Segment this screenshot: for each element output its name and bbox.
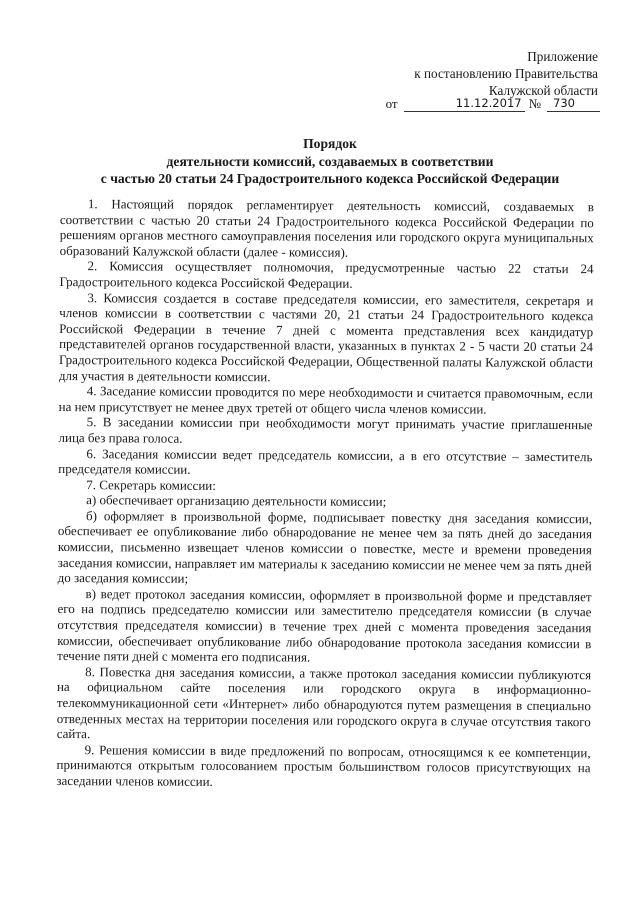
paragraph: 9. Решения комиссии в виде предложений по вопросам, относящимся к ее компетенции, принимаются открытым голосованием простым большинством голосов присутствующих на заседании членов комиссии. bbox=[56, 741, 591, 789]
resolution-number: 730 bbox=[547, 96, 600, 112]
title-line: Порядок bbox=[303, 136, 357, 151]
paragraph: 2. Комиссия осуществляет полномочия, предусмотренные частью 22 статьи 24 Градостроительного кодекса Российской Федерации. bbox=[59, 258, 594, 291]
title-line: с частью 20 статьи 24 Градостроительного кодекса Российской Федерации bbox=[100, 171, 560, 186]
appendix-line: Калужской области bbox=[488, 83, 598, 98]
appendix-line: к постановлению Правительства bbox=[414, 66, 598, 81]
paragraph: 7. Секретарь комиссии: bbox=[86, 476, 216, 493]
number-sign: № bbox=[528, 96, 541, 111]
resolution-date: 11.12.2017 bbox=[404, 96, 525, 112]
paragraph: 6. Заседания комиссии ведет председатель комиссии, а в его отсутствие – заместитель председателя комиссии. bbox=[58, 445, 593, 477]
paragraph: б) оформляет в произвольной форме, подписывает повестку дня заседания комиссии, обеспечивает ее опубликование либо обнародование не менее чем за пять дней до заседания комиссии, письменно извещает членов комиссии о повестке, месте и времени проведения заседания комиссии, направляет им материалы к заседанию комиссии не менее чем за пять дней до заседания комиссии; bbox=[57, 508, 593, 587]
document-body bbox=[56, 196, 594, 792]
appendix-header bbox=[414, 48, 598, 99]
date-prefix: от bbox=[385, 96, 398, 111]
paragraph: а) обеспечивает организацию деятельности комиссии; bbox=[86, 492, 387, 510]
date-number-line bbox=[386, 96, 600, 112]
paragraph: 4. Заседание комиссии проводится по мере необходимости и считается правомочным, если на нем присутствует не менее двух третей от общего числа членов комиссии. bbox=[58, 383, 593, 417]
paragraph: 8. Повестка дня заседания комиссии, а также протокол заседания комиссии публикуются на официальном сайте поселения или городского округа в информационно-телекоммуникационной сети «Интернет» либо обнародуются путем размещения в специально отведенных местах на территории поселения или городского округа в случае отсутствия такого сайта. bbox=[56, 663, 592, 742]
appendix-line: Приложение bbox=[527, 49, 598, 64]
paragraph: 3. Комиссия создается в составе председателя комиссии, его заместителя, секретаря и членов комиссии в соответствии с частями 20, 21 статьи 24 Градостроительного кодекса Российской Федерации в течение 7 дней с момента представления всех кандидатур представителей органов государственной власти, указанных в пунктах 2 - 5 части 20 статьи 24 Градостроительного кодекса Российской Федерации, Общественной палаты Калужской области для участия в деятельности комиссии. bbox=[58, 289, 594, 384]
paragraph: 1. Настоящий порядок регламентирует деятельность комиссий, создаваемых в соответствии с частью 20 статьи 24 Градостроительного кодекса Российской Федерации по решениям органов местного самоуправления поселения или городского округа муниципальных образований Калужской области (далее - комиссия). bbox=[59, 196, 594, 260]
paragraph: в) ведет протокол заседания комиссии, оформляет в произвольной форме и представляет его на подпись председателю комиссии или заместителю председателя комиссии (в случае отсутствия председателя комиссии) в течение трех дней с момента проведения заседания комиссии, обеспечивает опубликование либо обнародование протокола заседания комиссии в течение пяти дней с момента его подписания. bbox=[57, 586, 592, 665]
document-title bbox=[60, 135, 600, 188]
paragraph: 5. В заседании комиссии при необходимости могут принимать участие приглашенные лица без права голоса. bbox=[58, 414, 593, 446]
title-line: деятельности комиссий, создаваемых в соответствии bbox=[166, 153, 494, 169]
